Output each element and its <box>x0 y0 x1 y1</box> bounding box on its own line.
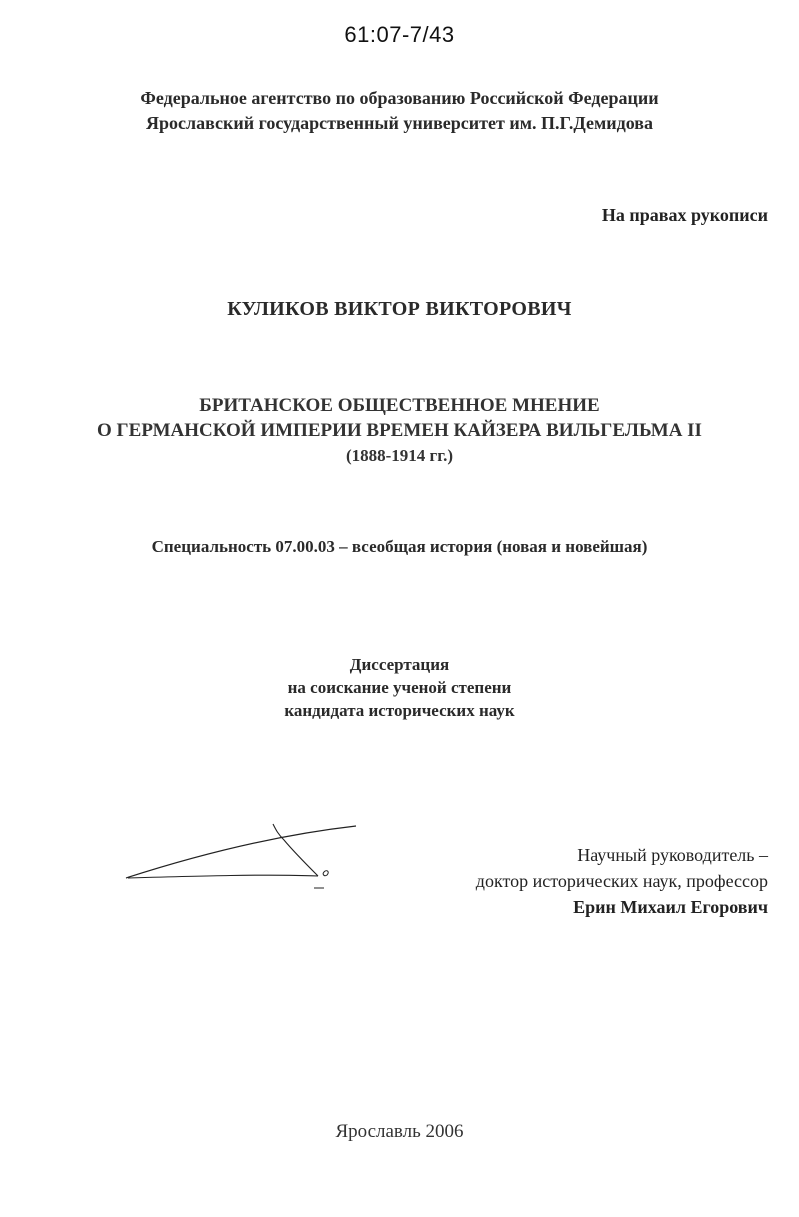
title-line-1: БРИТАНСКОЕ ОБЩЕСТВЕННОЕ МНЕНИЕ <box>199 395 600 416</box>
author-name: КУЛИКОВ ВИКТОР ВИКТОРОВИЧ <box>227 298 572 320</box>
specialty: Специальность 07.00.03 – всеобщая история (новая и новейшая) <box>151 537 648 556</box>
supervisor-degree: доктор исторических наук, профессор <box>475 871 768 891</box>
organization-line-university: Ярославский государственный университет им. П.Г.Демидова <box>146 113 653 133</box>
thesis-degree-block <box>0 653 799 722</box>
organization-line-agency: Федеральное агентство по образованию Российской Федерации <box>140 88 659 108</box>
thesis-line-1: Диссертация <box>349 655 450 674</box>
organization-block <box>0 86 799 136</box>
supervisor-name: Ерин Михаил Егорович <box>573 897 768 917</box>
signature-image <box>118 818 368 898</box>
rights-note: На правах рукописи <box>601 205 768 225</box>
supervisor-block <box>476 842 768 920</box>
city-year: Ярославль 2006 <box>335 1121 464 1142</box>
dissertation-title <box>0 393 799 468</box>
catalog-number: 61:07-7/43 <box>344 22 455 47</box>
title-line-2: О ГЕРМАНСКОЙ ИМПЕРИИ ВРЕМЕН КАЙЗЕРА ВИЛЬГЕЛЬМА II <box>97 420 702 441</box>
supervisor-role: Научный руководитель – <box>577 845 768 865</box>
thesis-line-2: на соискание ученой степени <box>287 678 512 697</box>
thesis-line-3: кандидата исторических наук <box>284 701 515 720</box>
title-years: (1888-1914 гг.) <box>345 446 453 465</box>
